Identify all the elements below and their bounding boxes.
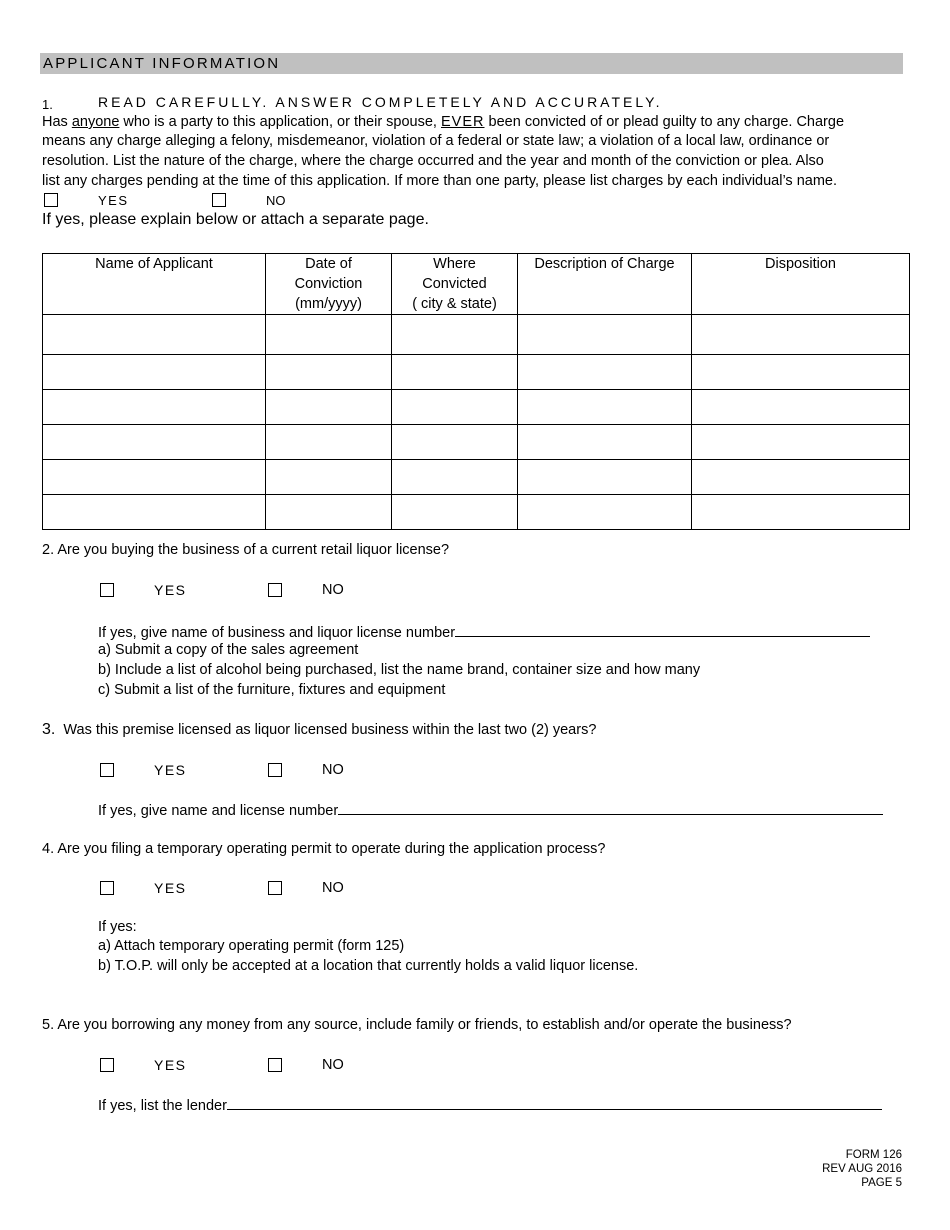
q5-question: 5. Are you borrowing any money from any source, include family or friends, to establish and/or operate the business? [42,1017,792,1033]
header-line: Description of Charge [534,256,675,272]
table-cell[interactable] [518,425,692,460]
table-cell[interactable] [392,390,518,425]
header-description-of-charge [518,254,692,315]
table-row [43,460,910,495]
q5-ifyes-label: If yes, list the lender [98,1098,227,1114]
table-cell[interactable] [518,495,692,530]
header-line: Name of Applicant [95,256,213,272]
q1-ever-emphasis: EVER [441,114,485,130]
table-cell[interactable] [518,460,692,495]
table-cell[interactable] [692,355,910,390]
q4-yes-label: YES [154,880,187,896]
header-line: ( city & state) [412,296,497,312]
q3-ifyes-label: If yes, give name and license number [98,803,339,819]
q3-no-checkbox[interactable] [268,763,282,777]
q3-question-line [42,720,596,741]
table-cell[interactable] [518,390,692,425]
q1-text-part: Has [42,114,72,130]
q2-question: 2. Are you buying the business of a current retail liquor license? [42,542,450,558]
table-cell[interactable] [266,355,392,390]
q4-question: 4. Are you filing a temporary operating permit to operate during the application process? [42,841,606,857]
table-cell[interactable] [392,425,518,460]
header-line: (mm/yyyy) [295,296,362,312]
header-name-of-applicant [43,254,266,315]
table-cell[interactable] [392,495,518,530]
form-footer [822,1148,902,1190]
q3-yes-checkbox[interactable] [100,763,114,777]
q3-ifyes-line [98,800,883,822]
table-cell[interactable] [392,460,518,495]
table-cell[interactable] [266,495,392,530]
q1-text-line-4: list any charges pending at the time of this application. If more than one party, please list charges by each individual’s name. [42,173,838,189]
footer-form-number: FORM 126 [845,1149,902,1161]
q1-yes-checkbox[interactable] [44,193,58,207]
table-row [43,390,910,425]
q2-item-c: c) Submit a list of the furniture, fixtures and equipment [98,682,446,698]
table-row [43,495,910,530]
q1-number: 1. [42,97,53,112]
q1-text-part: who is a party to this application, or their spouse, [119,114,441,130]
q2-no-checkbox[interactable] [268,583,282,597]
q5-no-checkbox[interactable] [268,1058,282,1072]
table-row [43,315,910,355]
q4-item-a: a) Attach temporary operating permit (form 125) [98,938,405,954]
table-cell[interactable] [266,425,392,460]
q4-no-label: NO [322,880,344,896]
q4-no-checkbox[interactable] [268,881,282,895]
q2-yes-checkbox[interactable] [100,583,114,597]
footer-revision: REV AUG 2016 [822,1163,902,1175]
q5-no-label: NO [322,1057,344,1073]
q2-ifyes-label: If yes, give name of business and liquor license number [98,625,456,641]
table-cell[interactable] [43,460,266,495]
header-date-of-conviction [266,254,392,315]
header-line: Where [433,256,476,272]
header-line: Conviction [294,276,363,292]
q3-question: Was this premise licensed as liquor licensed business within the last two (2) years? [63,722,597,738]
q1-explain-text: If yes, please explain below or attach a separate page. [42,211,429,228]
table-cell[interactable] [43,315,266,355]
table-cell[interactable] [692,315,910,355]
q2-item-b: b) Include a list of alcohol being purchased, list the name brand, container size and how many [98,662,701,678]
q1-text-line-2: means any charge alleging a felony, misdemeanor, violation of a federal or state law; a violation of a local law, ordinance or [42,133,830,149]
table-cell[interactable] [392,315,518,355]
q1-text-part: been convicted of or plead guilty to any charge. Charge [484,114,845,130]
header-line: Disposition [765,256,836,272]
header-disposition [692,254,910,315]
header-line: Convicted [422,276,487,292]
table-cell[interactable] [692,460,910,495]
table-cell[interactable] [392,355,518,390]
table-cell[interactable] [43,355,266,390]
table-cell[interactable] [43,390,266,425]
q5-yes-checkbox[interactable] [100,1058,114,1072]
table-cell[interactable] [43,495,266,530]
q1-text-line-1 [42,113,844,133]
section-title: APPLICANT INFORMATION [43,55,281,72]
q1-anyone-emphasis: anyone [71,114,120,130]
q5-lender-field[interactable] [227,1095,882,1110]
q3-no-label: NO [322,762,344,778]
q1-no-label: NO [266,193,286,208]
q3-license-field[interactable] [338,800,883,815]
table-row [43,425,910,460]
q2-yes-label: YES [154,582,187,598]
q5-ifyes-line [98,1095,882,1117]
q1-yes-label: YES [98,193,129,208]
footer-page-number: PAGE 5 [861,1177,902,1189]
q4-yes-checkbox[interactable] [100,881,114,895]
q4-ifyes-label: If yes: [98,919,137,935]
convictions-table [42,253,910,530]
q4-item-b: b) T.O.P. will only be accepted at a location that currently holds a valid liquor license. [98,958,639,974]
q2-item-a: a) Submit a copy of the sales agreement [98,642,359,658]
q2-no-label: NO [322,582,344,598]
table-cell[interactable] [692,390,910,425]
header-line: Date of [305,256,352,272]
table-cell[interactable] [43,425,266,460]
table-cell[interactable] [266,315,392,355]
table-cell[interactable] [692,425,910,460]
q1-text-line-3: resolution. List the nature of the charge, where the charge occurred and the year and month of the conviction or plea. Also [42,153,824,169]
table-cell[interactable] [266,390,392,425]
table-cell[interactable] [518,355,692,390]
q2-business-license-field[interactable] [455,622,870,637]
q3-yes-label: YES [154,762,187,778]
table-cell[interactable] [518,315,692,355]
q1-heading: READ CAREFULLY. ANSWER COMPLETELY AND ACCURATELY. [98,94,663,110]
table-row [43,355,910,390]
q5-yes-label: YES [154,1057,187,1073]
table-header-row [43,254,910,315]
table-cell[interactable] [692,495,910,530]
header-where-convicted [392,254,518,315]
table-cell[interactable] [266,460,392,495]
q3-number: 3. [42,721,56,738]
q1-no-checkbox[interactable] [212,193,226,207]
